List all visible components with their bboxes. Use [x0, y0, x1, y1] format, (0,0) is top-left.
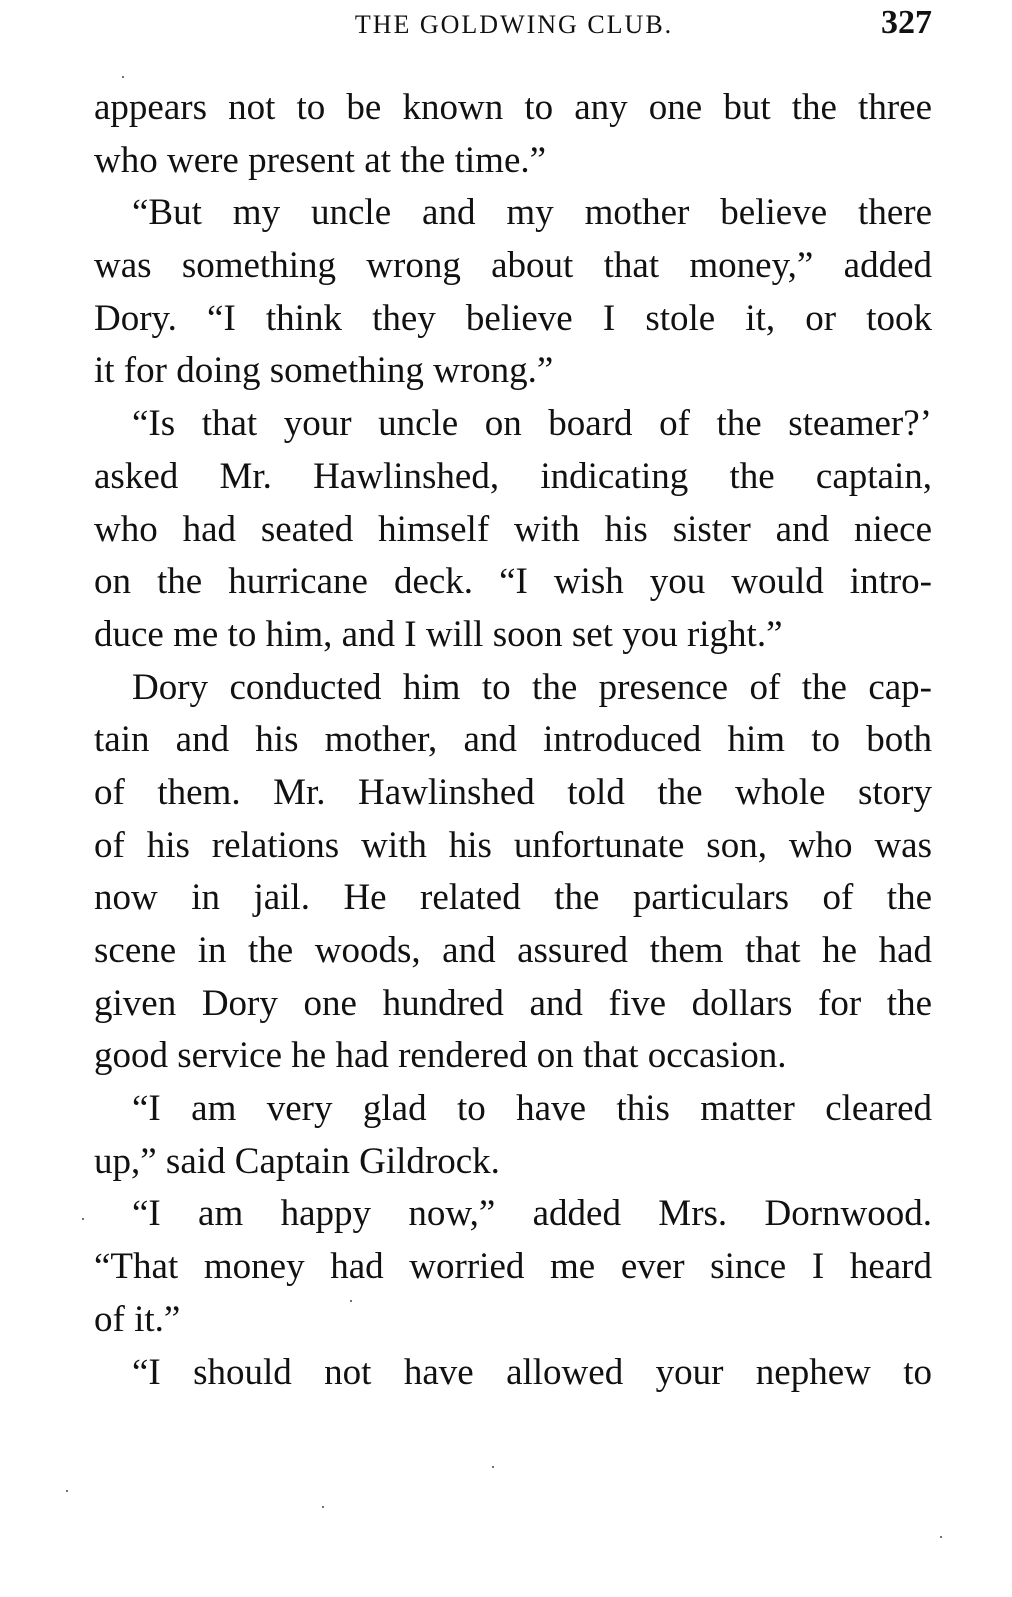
- text-line: “Is that your uncle on board of the steamer?’: [132, 403, 932, 445]
- running-head: [96, 4, 932, 44]
- print-speck: [940, 1536, 942, 1538]
- text-line: “I am happy now,” added Mrs. Dornwood.: [132, 1193, 932, 1235]
- text-line: given Dory one hundred and five dollars for the: [94, 982, 932, 1024]
- print-speck: [322, 1506, 324, 1508]
- text-line: “But my uncle and my mother believe there: [132, 192, 932, 234]
- text-line: tain and his mother, and introduced him to both: [94, 719, 932, 761]
- running-title: THE GOLDWING CLUB.: [354, 10, 674, 39]
- text-line: up,” said Captain Gildrock.: [94, 1140, 500, 1182]
- text-line: of it.”: [94, 1298, 181, 1340]
- text-line: appears not to be known to any one but the three: [94, 87, 932, 128]
- body-text: [94, 82, 932, 1399]
- text-line: who were present at the time.”: [94, 139, 547, 181]
- print-speck: [82, 1218, 84, 1220]
- page-number: 327: [881, 4, 932, 41]
- text-line: scene in the woods, and assured them that he had: [94, 930, 932, 971]
- print-speck: [492, 1466, 494, 1468]
- print-speck: [122, 76, 124, 78]
- text-line: good service he had rendered on that occasion.: [94, 1035, 787, 1077]
- text-line: “I should not have allowed your nephew to: [132, 1351, 932, 1393]
- text-line: Dory. “I think they believe I stole it, or took: [94, 297, 932, 339]
- print-speck: [350, 1300, 352, 1302]
- text-line: who had seated himself with his sister and niece: [94, 508, 932, 550]
- text-line: Dory conducted him to the presence of the cap-: [132, 666, 932, 708]
- text-line: asked Mr. Hawlinshed, indicating the captain,: [94, 455, 932, 497]
- text-line: “I am very glad to have this matter cleared: [132, 1088, 932, 1130]
- text-line: it for doing something wrong.”: [94, 350, 554, 392]
- text-line: now in jail. He related the particulars of the: [94, 877, 932, 919]
- text-line: of them. Mr. Hawlinshed told the whole story: [94, 771, 932, 813]
- text-line: on the hurricane deck. “I wish you would intro-: [94, 561, 932, 603]
- print-speck: [66, 1490, 68, 1492]
- text-line: duce me to him, and I will soon set you right.”: [94, 613, 783, 655]
- text-line: “That money had worried me ever since I heard: [94, 1246, 932, 1288]
- text-line: of his relations with his unfortunate son, who was: [94, 824, 932, 866]
- text-line: was something wrong about that money,” added: [94, 245, 932, 287]
